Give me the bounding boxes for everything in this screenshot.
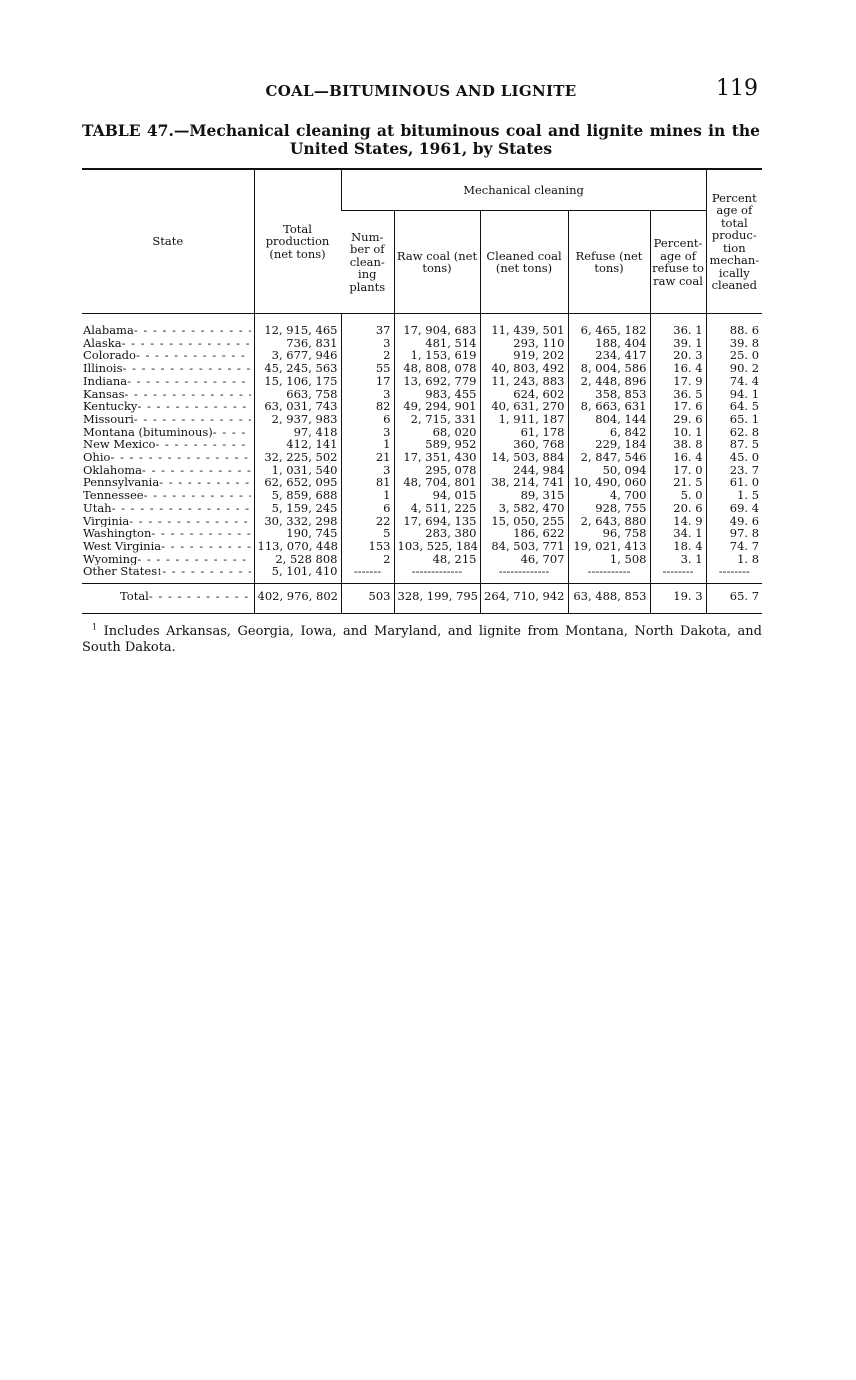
cell-percent-total: 45. 0 <box>706 451 762 464</box>
cell-cleaned-coal: 40, 803, 492 <box>480 362 568 375</box>
cell-plants: 21 <box>341 451 394 464</box>
table-caption-line-2: United States, 1961, by States <box>289 139 553 158</box>
cell-refuse: 928, 755 <box>568 502 650 515</box>
cell-plants: 1 <box>341 438 394 451</box>
state-label-with-leader <box>83 362 251 375</box>
cell-cleaned-coal: 40, 631, 270 <box>480 400 568 413</box>
dot-leader <box>213 426 251 439</box>
dot-leader <box>127 375 250 388</box>
cell-percent-total: 97. 8 <box>706 527 762 540</box>
cell-state <box>82 489 254 502</box>
table-row <box>82 489 762 502</box>
cell-percent-refuse: 18. 4 <box>650 540 706 553</box>
dot-leader <box>137 400 250 413</box>
cell-state <box>82 527 254 540</box>
cell-total-production: 113, 070, 448 <box>254 540 341 553</box>
cell-refuse: 8, 663, 631 <box>568 400 650 413</box>
cell-percent-total: 62. 8 <box>706 426 762 439</box>
empty-dash-cell: ------- <box>341 565 394 583</box>
table-caption-line-1: TABLE 47.—Mechanical cleaning at bituminous coal and lignite mines in the <box>82 121 760 140</box>
cell-plants: 3 <box>341 464 394 477</box>
cell-total-production: 32, 225, 502 <box>254 451 341 464</box>
cell-percent-total: 1. 5 <box>706 489 762 502</box>
cell-refuse: 96, 758 <box>568 527 650 540</box>
cell-raw-coal: 589, 952 <box>394 438 480 451</box>
cell-state <box>82 553 254 566</box>
cell-total-production: 62, 652, 095 <box>254 476 341 489</box>
cell-state <box>82 413 254 426</box>
state-label-with-leader <box>83 413 251 426</box>
cell-plants: 2 <box>341 349 394 362</box>
cell-state <box>82 337 254 350</box>
table-row <box>82 451 762 464</box>
table-row <box>82 464 762 477</box>
table-row-other-states <box>82 565 762 583</box>
cell-state <box>82 502 254 515</box>
state-name: Montana (bituminous) <box>83 425 213 439</box>
cell-total-production: 736, 831 <box>254 337 341 350</box>
cell-state <box>82 388 254 401</box>
cell-percent-refuse: 3. 1 <box>650 553 706 566</box>
cell-cleaned-coal: 46, 707 <box>480 553 568 566</box>
dot-leader <box>134 324 251 337</box>
cell-plants: 55 <box>341 362 394 375</box>
state-label-with-leader <box>83 337 251 350</box>
cell-refuse: 2, 448, 896 <box>568 375 650 388</box>
cell-raw-coal: 48, 215 <box>394 553 480 566</box>
cell-refuse: 188, 404 <box>568 337 650 350</box>
cell-percent-refuse: 16. 4 <box>650 362 706 375</box>
dot-leader <box>159 476 250 489</box>
cell-state <box>82 451 254 464</box>
cell-cleaned-coal: 919, 202 <box>480 349 568 362</box>
cell-cleaned-coal: 61, 178 <box>480 426 568 439</box>
cell-refuse: 234, 417 <box>568 349 650 362</box>
cell-plants: 3 <box>341 426 394 439</box>
state-name: Kansas <box>83 387 125 401</box>
state-name: Alabama <box>83 324 134 337</box>
state-label-with-leader <box>83 464 251 477</box>
cell-cleaned-coal: 84, 503, 771 <box>480 540 568 553</box>
cell-state <box>82 426 254 439</box>
cell-raw-coal: 283, 380 <box>394 527 480 540</box>
cell-total-production: 663, 758 <box>254 388 341 401</box>
cell-state <box>82 349 254 362</box>
cell-state <box>82 375 254 388</box>
cell-raw-coal: 94, 015 <box>394 489 480 502</box>
cell-percent-total: 94. 1 <box>706 388 762 401</box>
cell-percent-refuse: 16. 4 <box>650 451 706 464</box>
dot-leader <box>134 413 251 426</box>
cell-refuse: 50, 094 <box>568 464 650 477</box>
table-row <box>82 426 762 439</box>
state-label-with-leader <box>83 375 251 388</box>
state-label-with-leader <box>83 324 251 337</box>
total-plants: 503 <box>341 584 394 614</box>
header-refuse: Refuse (net tons) <box>568 211 650 314</box>
table-row <box>82 400 762 413</box>
state-name: Pennsylvania <box>83 476 160 490</box>
cell-total-production: 2, 937, 983 <box>254 413 341 426</box>
running-head-title: COAL—BITUMINOUS AND LIGNITE <box>265 82 577 100</box>
state-label-with-leader <box>83 476 251 489</box>
table-row <box>82 375 762 388</box>
cell-percent-refuse: 36. 1 <box>650 314 706 337</box>
total-refuse: 63, 488, 853 <box>568 584 650 614</box>
cell-raw-coal: 48, 808, 078 <box>394 362 480 375</box>
cell-refuse: 1, 508 <box>568 553 650 566</box>
state-name: Wyoming <box>83 552 138 566</box>
state-label-with-leader <box>83 451 251 464</box>
state-name: Colorado <box>83 349 136 363</box>
cell-raw-coal: 295, 078 <box>394 464 480 477</box>
cell-state <box>82 565 254 583</box>
state-name: Ohio <box>83 451 111 464</box>
cell-percent-total: 23. 7 <box>706 464 762 477</box>
cell-plants: 1 <box>341 489 394 502</box>
table-row <box>82 540 762 553</box>
cell-refuse: 804, 144 <box>568 413 650 426</box>
dot-leader <box>151 527 250 540</box>
dot-leader <box>162 565 250 578</box>
cell-raw-coal: 481, 514 <box>394 337 480 350</box>
empty-dash-cell: ------------- <box>480 565 568 583</box>
cell-cleaned-coal: 3, 582, 470 <box>480 502 568 515</box>
cell-plants: 82 <box>341 400 394 413</box>
cell-raw-coal: 2, 715, 331 <box>394 413 480 426</box>
cell-total-production: 412, 141 <box>254 438 341 451</box>
cell-percent-refuse: 21. 5 <box>650 476 706 489</box>
table-row <box>82 553 762 566</box>
total-percent-total: 65. 7 <box>706 584 762 614</box>
cell-cleaned-coal: 14, 503, 884 <box>480 451 568 464</box>
table-row-total <box>82 584 762 614</box>
cell-state <box>82 584 254 614</box>
header-mechanical-cleaning: Mechanical cleaning <box>341 169 706 211</box>
state-label-with-leader <box>83 502 251 515</box>
cell-percent-total: 65. 1 <box>706 413 762 426</box>
cell-state <box>82 515 254 528</box>
table-row <box>82 502 762 515</box>
cell-total-production: 97, 418 <box>254 426 341 439</box>
cell-plants: 5 <box>341 527 394 540</box>
cell-raw-coal: 1, 153, 619 <box>394 349 480 362</box>
cell-percent-total: 87. 5 <box>706 438 762 451</box>
cell-cleaned-coal: 11, 439, 501 <box>480 314 568 337</box>
dot-leader <box>123 362 251 375</box>
cell-percent-total: 49. 6 <box>706 515 762 528</box>
table-row <box>82 476 762 489</box>
running-head <box>82 76 760 104</box>
state-label-with-leader <box>83 349 251 362</box>
cell-state <box>82 314 254 337</box>
cell-cleaned-coal: 15, 050, 255 <box>480 515 568 528</box>
footnote <box>82 624 762 655</box>
header-state: State <box>82 169 254 314</box>
cell-percent-refuse: 5. 0 <box>650 489 706 502</box>
state-label-with-leader: Other States 1 - - - <box>83 565 251 578</box>
state-name: Missouri <box>83 412 134 426</box>
cell-state <box>82 476 254 489</box>
dot-leader <box>137 553 250 566</box>
empty-dash-cell: -------- <box>706 565 762 583</box>
cell-percent-total: 39. 8 <box>706 337 762 350</box>
cell-percent-total: 74. 7 <box>706 540 762 553</box>
cell-total-production: 1, 031, 540 <box>254 464 341 477</box>
cell-percent-total: 61. 0 <box>706 476 762 489</box>
total-total-production: 402, 976, 802 <box>254 584 341 614</box>
cell-raw-coal: 49, 294, 901 <box>394 400 480 413</box>
dot-leader <box>149 590 251 603</box>
table-header <box>82 169 762 314</box>
state-name: Kentucky <box>83 400 138 413</box>
state-name: Illinois <box>83 362 123 375</box>
table-row <box>82 388 762 401</box>
table-row <box>82 349 762 362</box>
cell-total-production: 2, 528 808 <box>254 553 341 566</box>
table-row <box>82 527 762 540</box>
cell-total-production: 5, 859, 688 <box>254 489 341 502</box>
cell-refuse: 8, 004, 586 <box>568 362 650 375</box>
cell-total-production: 12, 915, 465 <box>254 314 341 337</box>
cell-refuse: 2, 847, 546 <box>568 451 650 464</box>
empty-dash-cell: -------- <box>650 565 706 583</box>
table-row <box>82 515 762 528</box>
cell-percent-refuse: 38. 8 <box>650 438 706 451</box>
cell-raw-coal: 17, 904, 683 <box>394 314 480 337</box>
cell-raw-coal: 983, 455 <box>394 388 480 401</box>
cell-plants: 6 <box>341 413 394 426</box>
cell-percent-total: 1. 8 <box>706 553 762 566</box>
cell-cleaned-coal: 38, 214, 741 <box>480 476 568 489</box>
cell-percent-total: 88. 6 <box>706 314 762 337</box>
state-name: Alaska <box>83 336 122 350</box>
cell-refuse: 10, 490, 060 <box>568 476 650 489</box>
cell-refuse: 4, 700 <box>568 489 650 502</box>
cell-percent-total: 64. 5 <box>706 400 762 413</box>
cell-percent-refuse: 29. 6 <box>650 413 706 426</box>
cell-total-production: 3, 677, 946 <box>254 349 341 362</box>
cell-refuse: 2, 643, 880 <box>568 515 650 528</box>
footnote-mark: 1 <box>92 622 98 632</box>
cell-plants: 6 <box>341 502 394 515</box>
cell-refuse: 229, 184 <box>568 438 650 451</box>
state-name: Washington <box>83 527 152 540</box>
cell-raw-coal: 13, 692, 779 <box>394 375 480 388</box>
empty-dash-cell: ------------- <box>394 565 480 583</box>
cell-percent-refuse: 14. 9 <box>650 515 706 528</box>
cell-refuse: 358, 853 <box>568 388 650 401</box>
table-caption <box>82 122 760 158</box>
cell-total-production: 5, 101, 410 <box>254 565 341 583</box>
cell-cleaned-coal: 1, 911, 187 <box>480 413 568 426</box>
cell-cleaned-coal: 293, 110 <box>480 337 568 350</box>
cell-raw-coal: 103, 525, 184 <box>394 540 480 553</box>
cell-percent-refuse: 10. 1 <box>650 426 706 439</box>
cell-percent-refuse: 36. 5 <box>650 388 706 401</box>
state-label-with-leader <box>83 553 251 566</box>
cell-state <box>82 362 254 375</box>
state-name: Other States <box>83 565 158 579</box>
total-raw-coal: 328, 199, 795 <box>394 584 480 614</box>
cell-percent-total: 74. 4 <box>706 375 762 388</box>
cell-total-production: 15, 106, 175 <box>254 375 341 388</box>
cell-plants: 2 <box>341 553 394 566</box>
cell-percent-refuse: 20. 6 <box>650 502 706 515</box>
total-percent-refuse: 19. 3 <box>650 584 706 614</box>
cell-cleaned-coal: 186, 622 <box>480 527 568 540</box>
dot-leader <box>125 388 251 401</box>
empty-dash-cell: ----------- <box>568 565 650 583</box>
state-label-with-leader <box>83 527 251 540</box>
cell-refuse: 6, 465, 182 <box>568 314 650 337</box>
cell-state <box>82 438 254 451</box>
table-row <box>82 438 762 451</box>
cell-refuse: 19, 021, 413 <box>568 540 650 553</box>
header-raw-coal: Raw coal (net tons) <box>394 211 480 314</box>
cell-percent-refuse: 17. 9 <box>650 375 706 388</box>
state-label-with-leader <box>83 400 251 413</box>
cell-total-production: 190, 745 <box>254 527 341 540</box>
state-name: Utah <box>83 501 112 515</box>
table-row <box>82 337 762 350</box>
cell-percent-refuse: 17. 0 <box>650 464 706 477</box>
state-name: Tennessee <box>83 489 144 502</box>
state-name: New Mexico <box>83 438 156 452</box>
cell-percent-refuse: 34. 1 <box>650 527 706 540</box>
cell-percent-refuse: 39. 1 <box>650 337 706 350</box>
cell-total-production: 45, 245, 563 <box>254 362 341 375</box>
table-row <box>82 362 762 375</box>
cell-total-production: 5, 159, 245 <box>254 502 341 515</box>
table-row <box>82 413 762 426</box>
cell-plants: 17 <box>341 375 394 388</box>
state-name: Oklahoma <box>83 463 143 477</box>
cell-plants: 22 <box>341 515 394 528</box>
header-percent-refuse: Percent- age of refuse to raw coal <box>650 211 706 314</box>
dot-leader <box>142 464 250 477</box>
cell-total-production: 63, 031, 743 <box>254 400 341 413</box>
cell-plants: 37 <box>341 314 394 337</box>
cell-raw-coal: 48, 704, 801 <box>394 476 480 489</box>
header-cleaned-coal: Cleaned coal (net tons) <box>480 211 568 314</box>
cell-percent-total: 69. 4 <box>706 502 762 515</box>
dot-leader <box>155 438 250 451</box>
state-label-with-leader <box>83 540 251 553</box>
cell-plants: 3 <box>341 388 394 401</box>
dot-leader <box>112 502 251 515</box>
cell-plants: 81 <box>341 476 394 489</box>
cell-percent-refuse: 20. 3 <box>650 349 706 362</box>
total-cleaned-coal: 264, 710, 942 <box>480 584 568 614</box>
state-name: West Virginia <box>83 539 162 553</box>
cell-cleaned-coal: 11, 243, 883 <box>480 375 568 388</box>
cell-refuse: 6, 842 <box>568 426 650 439</box>
cell-cleaned-coal: 244, 984 <box>480 464 568 477</box>
footnote-text: Includes Arkansas, Georgia, Iowa, and Maryland, and lignite from Montana, North Dakota, and South Dakota. <box>82 624 762 655</box>
state-name: Virginia <box>83 514 130 528</box>
dot-leader <box>136 349 251 362</box>
state-label-with-leader <box>83 426 251 439</box>
cell-raw-coal: 17, 694, 135 <box>394 515 480 528</box>
cell-plants: 153 <box>341 540 394 553</box>
state-name: Total <box>120 590 149 603</box>
dot-leader <box>161 540 250 553</box>
dot-leader <box>129 515 250 528</box>
cell-raw-coal: 68, 020 <box>394 426 480 439</box>
cell-total-production: 30, 332, 298 <box>254 515 341 528</box>
cell-percent-total: 25. 0 <box>706 349 762 362</box>
cell-percent-total: 90. 2 <box>706 362 762 375</box>
cell-cleaned-coal: 624, 602 <box>480 388 568 401</box>
cell-raw-coal: 17, 351, 430 <box>394 451 480 464</box>
table-body <box>82 314 762 614</box>
dot-leader <box>110 451 250 464</box>
cleaning-table <box>82 168 762 614</box>
dot-leader <box>122 337 251 350</box>
state-name: Indiana <box>83 374 128 388</box>
state-label-with-leader <box>83 438 251 451</box>
page-number: 119 <box>716 76 758 101</box>
cell-raw-coal: 4, 511, 225 <box>394 502 480 515</box>
cell-cleaned-coal: 360, 768 <box>480 438 568 451</box>
state-label-with-leader <box>83 515 251 528</box>
header-total-production: Total production (net tons) <box>254 169 341 314</box>
cell-state <box>82 400 254 413</box>
cell-percent-refuse: 17. 6 <box>650 400 706 413</box>
header-percent-total-cleaned: Percent age of total produc- tion mechan- ically cleaned <box>706 169 762 314</box>
state-label-with-leader <box>83 388 251 401</box>
cell-cleaned-coal: 89, 315 <box>480 489 568 502</box>
cell-plants: 3 <box>341 337 394 350</box>
table-row <box>82 314 762 337</box>
dot-leader <box>144 489 251 502</box>
header-number-of-plants: Num- ber of clean- ing plants <box>341 211 394 314</box>
cell-state <box>82 464 254 477</box>
state-label-with-leader <box>83 489 251 502</box>
cell-state <box>82 540 254 553</box>
state-label-with-leader <box>120 590 251 603</box>
